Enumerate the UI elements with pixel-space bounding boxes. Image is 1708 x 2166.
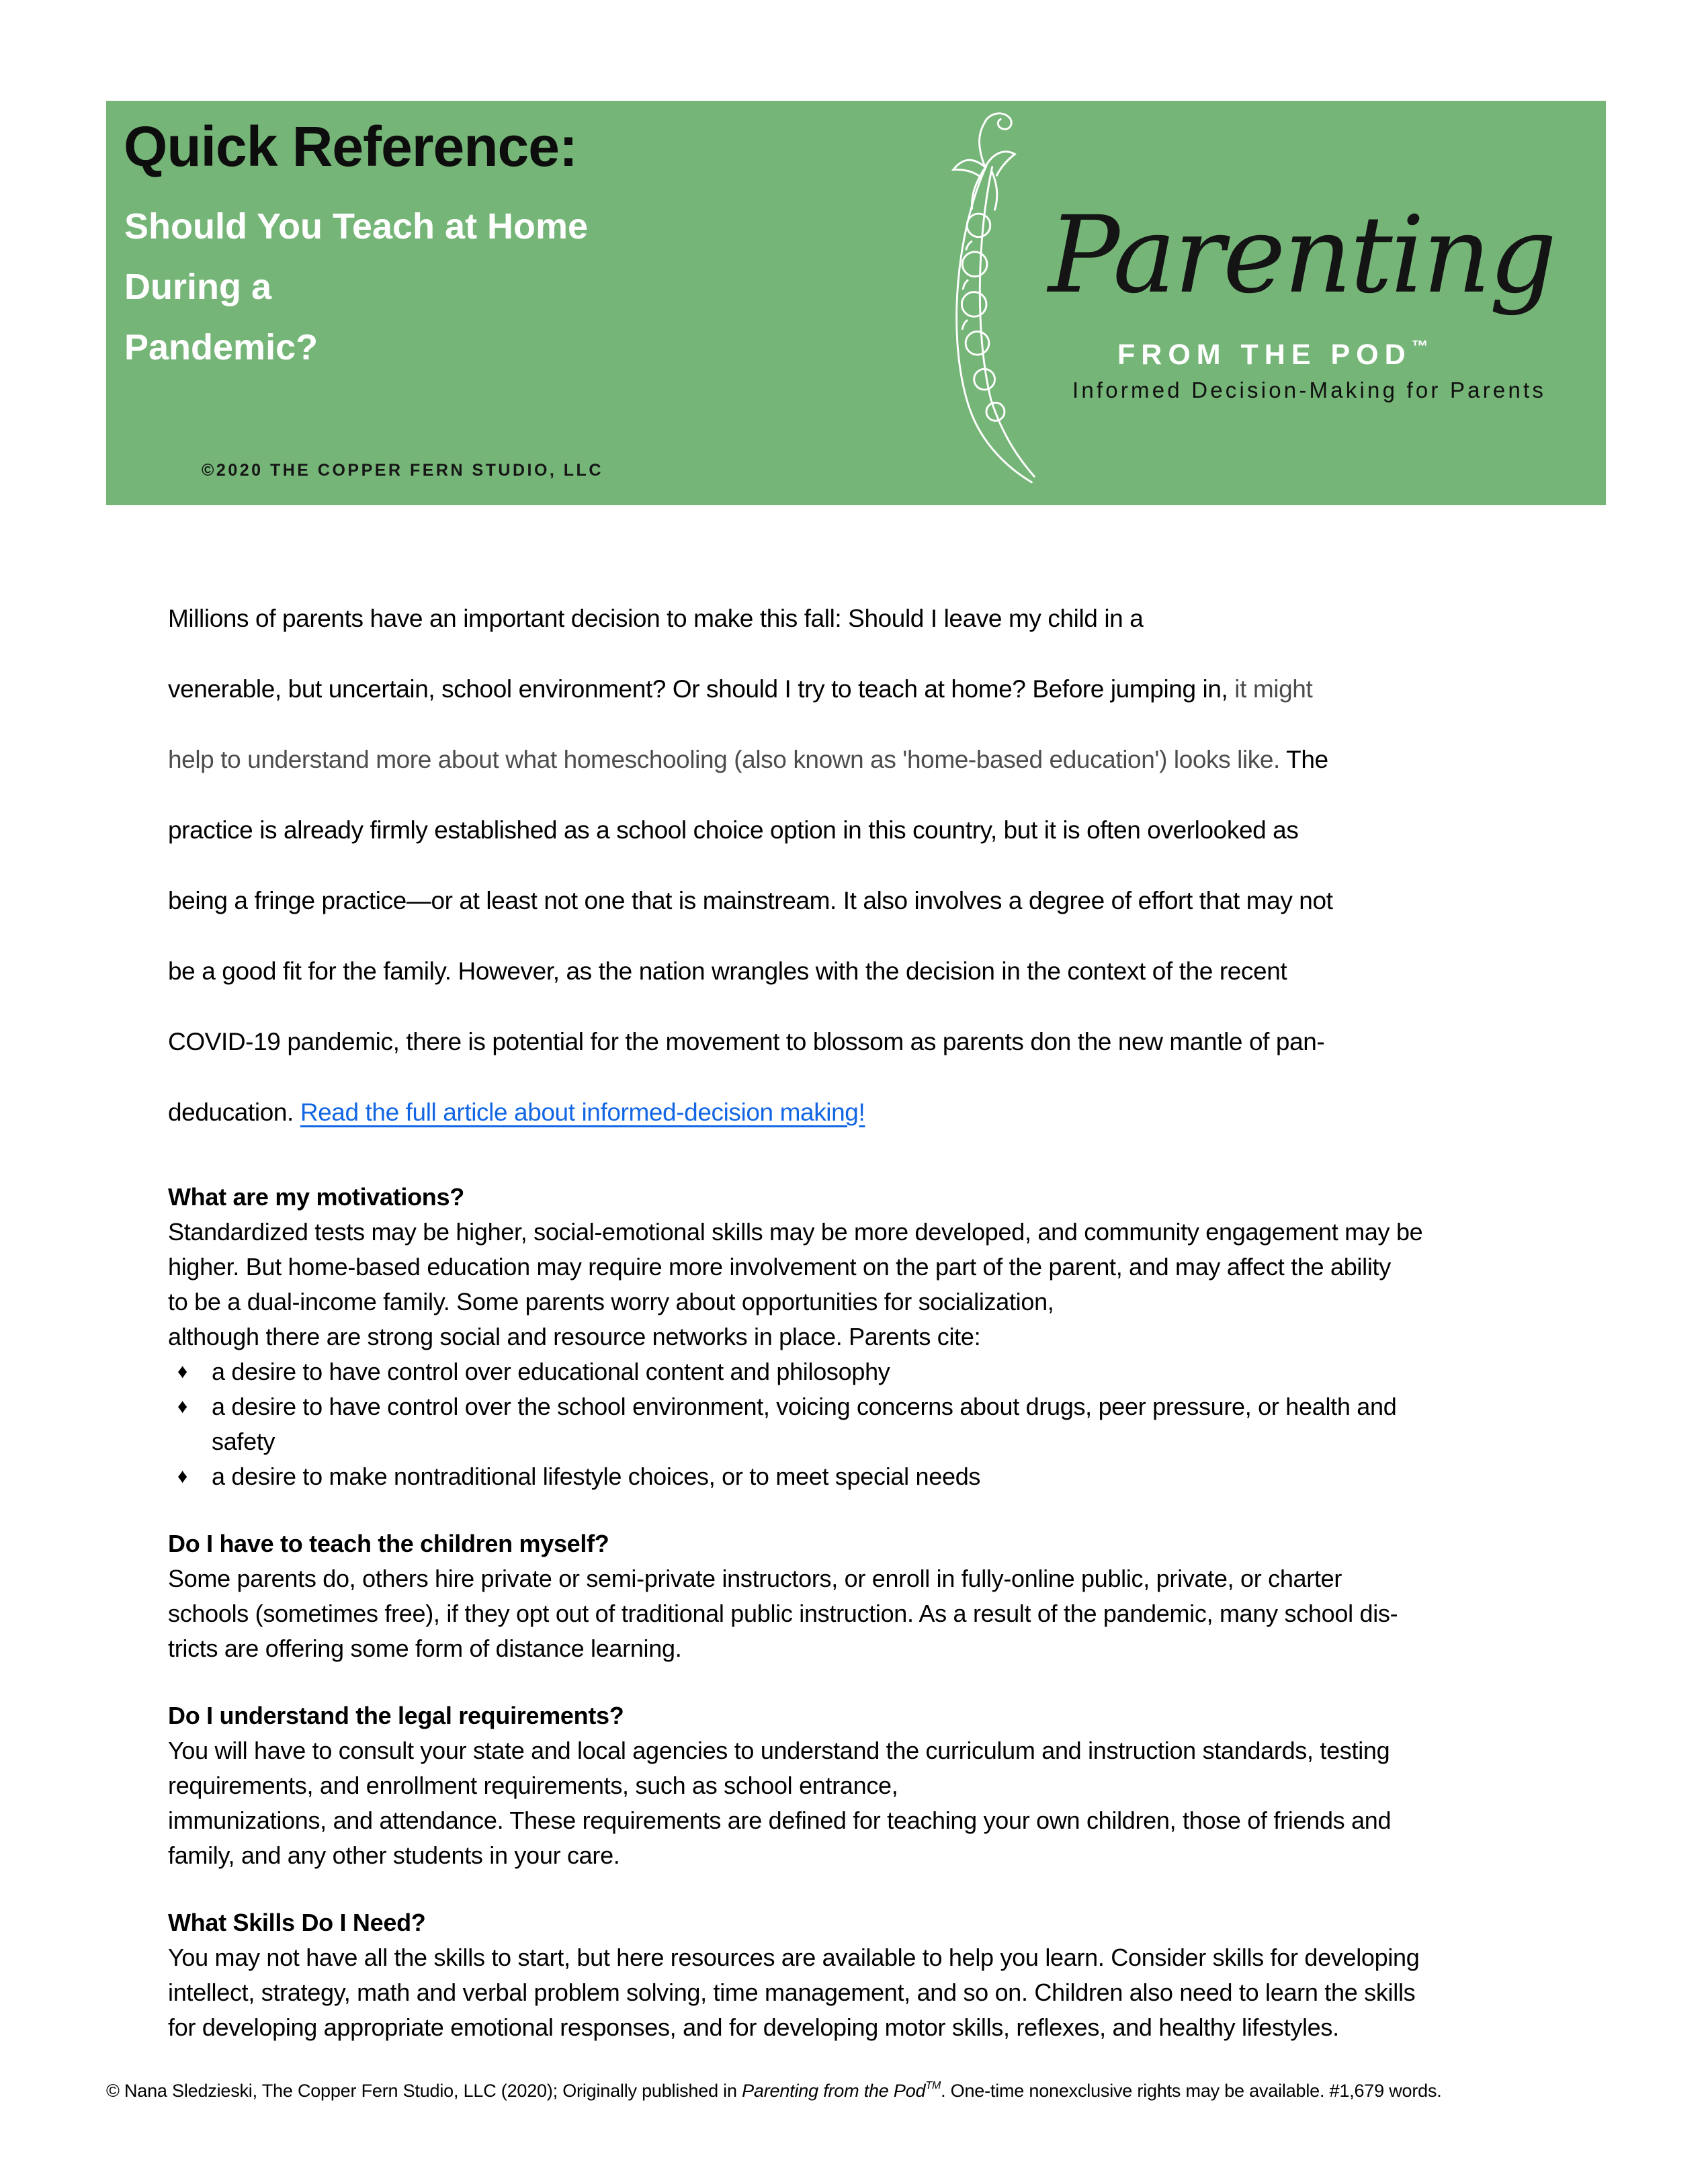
section-line: schools (sometimes free), if they opt out of traditional public instruction. As a result of the pandemic, many school dis-: [168, 1600, 1398, 1627]
diamond-bullet-icon: ♦: [177, 1465, 188, 1487]
section-line: Standardized tests may be higher, social-emotional skills may be more developed, and community engagement may be: [168, 1218, 1423, 1246]
section-heading: Do I have to teach the children myself?: [168, 1530, 609, 1557]
section-line: intellect, strategy, math and verbal problem solving, time management, and so on. Children also need to learn the skills: [168, 1979, 1416, 2006]
bullet-text: [212, 1389, 1556, 1459]
section-line: You will have to consult your state and local agencies to understand the curriculum and instruction standards, testing: [168, 1737, 1390, 1764]
intro-line: Millions of parents have an important decision to make this fall: Should I leave my child in a: [168, 605, 1144, 632]
section-skills: [168, 1905, 1556, 2045]
brand-tagline: Informed Decision-Making for Parents: [1072, 378, 1547, 402]
header-banner: [106, 101, 1606, 505]
section-line: immunizations, and attendance. These requirements are defined for teaching your own children, those of friends and: [168, 1807, 1392, 1834]
intro-line: [168, 1077, 1556, 1147]
section-line: requirements, and enrollment requirements, such as school entrance,: [168, 1772, 898, 1799]
subtitle-line-2: During a: [124, 267, 272, 307]
diamond-bullet-icon: ♦: [177, 1360, 188, 1383]
intro-line: being a fringe practice—or at least not one that is mainstream. It also involves a degree of effort that may not: [168, 887, 1333, 914]
document-body: [168, 1180, 1556, 2077]
diamond-bullet-icon: ♦: [177, 1395, 188, 1418]
footer-text: © Nana Sledzieski, The Copper Fern Studio, LLC (2020); Originally published in: [106, 2081, 742, 2101]
section-legal-requirements: [168, 1698, 1556, 1873]
intro-text: The: [1286, 746, 1328, 773]
brand-name-script: Parenting: [1048, 193, 1555, 317]
pea-pod-icon: [911, 109, 1062, 497]
section-line: for developing appropriate emotional responses, and for developing motor skills, reflexes, and healthy lifestyles.: [168, 2013, 1339, 2041]
banner-copyright: ©2020 THE COPPER FERN STUDIO, LLC: [202, 461, 603, 480]
brand-subtitle: [1117, 337, 1430, 372]
bullet-text: [212, 1354, 1556, 1389]
section-motivations: [168, 1180, 1556, 1494]
intro-line: be a good fit for the family. However, as the nation wrangles with the decision in the context of the recent: [168, 957, 1287, 985]
intro-text-muted: it might: [1234, 675, 1313, 703]
bullet-line: a desire to have control over educational content and philosophy: [212, 1358, 890, 1385]
intro-line: [168, 724, 1556, 795]
section-heading: What are my motivations?: [168, 1183, 464, 1211]
brand-subtitle-text: FROM THE POD: [1117, 339, 1412, 371]
section-heading: Do I understand the legal requirements?: [168, 1702, 624, 1729]
bullet-text: [212, 1459, 1556, 1494]
footer-text: . One-time nonexclusive rights may be available. #1,679 words.: [941, 2081, 1442, 2101]
trademark-superscript: TM: [925, 2080, 941, 2091]
full-article-link[interactable]: Read the full article about informed-decision making!: [300, 1098, 865, 1126]
page-footer: [106, 2080, 1672, 2102]
bullet-line: safety: [212, 1428, 275, 1455]
section-heading: What Skills Do I Need?: [168, 1909, 426, 1936]
section-line: Some parents do, others hire private or semi-private instructors, or enroll in fully-online public, private, or charter: [168, 1565, 1342, 1592]
page-subtitle: [124, 196, 588, 378]
footer-publication-name: Parenting from the Pod: [742, 2081, 926, 2101]
bullet-line: a desire to have control over the school environment, voicing concerns about drugs, peer pressure, or health and: [212, 1393, 1397, 1420]
page-title: Quick Reference:: [124, 115, 577, 178]
section-teach-myself: [168, 1526, 1556, 1666]
section-line: tricts are offering some form of distance learning.: [168, 1635, 682, 1662]
list-item: [168, 1389, 1556, 1459]
section-line: higher. But home-based education may require more involvement on the part of the parent, and may affect the ability: [168, 1253, 1391, 1281]
section-line: family, and any other students in your care.: [168, 1842, 620, 1869]
subtitle-line-3: Pandemic?: [124, 327, 318, 367]
intro-line: COVID-19 pandemic, there is potential for the movement to blossom as parents don the new mantle of pan-: [168, 1028, 1325, 1055]
list-item: [168, 1354, 1556, 1389]
intro-text-muted: help to understand more about what homeschooling (also known as 'home-based education') looks like.: [168, 746, 1287, 773]
section-line: to be a dual-income family. Some parents worry about opportunities for socialization,: [168, 1288, 1054, 1315]
section-line: although there are strong social and resource networks in place. Parents cite:: [168, 1323, 981, 1350]
subtitle-line-1: Should You Teach at Home: [124, 206, 589, 247]
intro-text: venerable, but uncertain, school environment? Or should I try to teach at home? Before jumping in,: [168, 675, 1235, 703]
trademark-icon: ™: [1411, 337, 1430, 356]
intro-line: practice is already firmly established as a school choice option in this country, but it is often overlooked as: [168, 816, 1299, 844]
intro-line: [168, 654, 1556, 724]
section-line: You may not have all the skills to start, but here resources are available to help you learn. Consider skills for developing: [168, 1944, 1420, 1971]
bullet-line: a desire to make nontraditional lifestyle choices, or to meet special needs: [212, 1463, 981, 1490]
intro-paragraph: [168, 583, 1556, 1147]
intro-text: deducation.: [168, 1098, 300, 1126]
list-item: [168, 1459, 1556, 1494]
